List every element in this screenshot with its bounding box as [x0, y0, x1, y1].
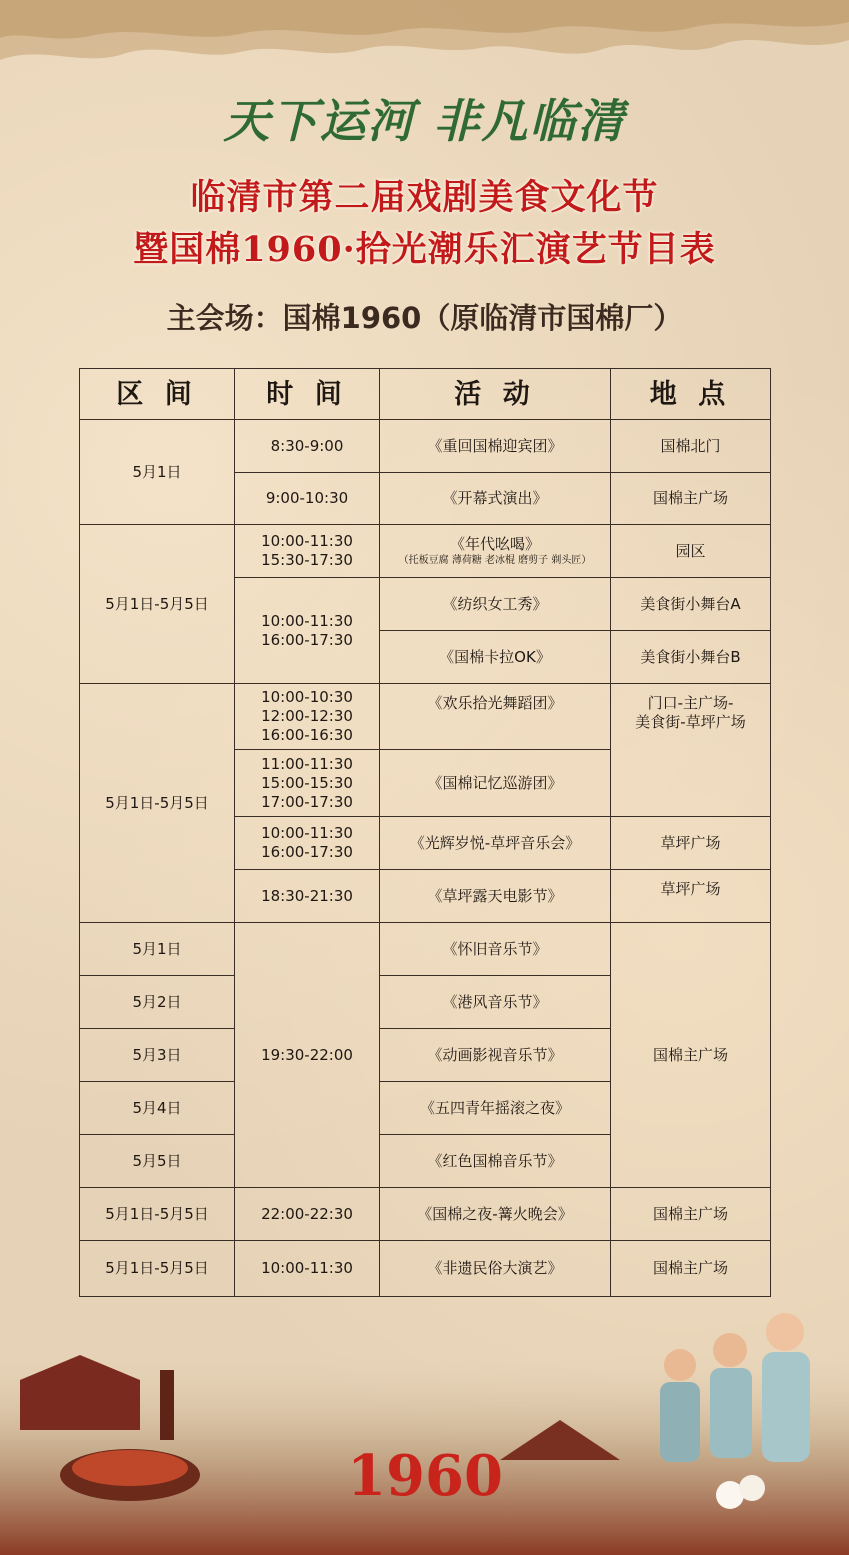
location-cell: 国棉主广场 — [611, 1188, 771, 1241]
table-row — [80, 420, 771, 473]
date-cell: 5月1日 — [80, 420, 235, 525]
date-cell: 5月1日-5月5日 — [80, 684, 235, 923]
table-row — [80, 923, 771, 976]
activity-cell: 《非遗民俗大演艺》 — [380, 1241, 611, 1297]
time-line: 16:00-16:30 — [261, 726, 353, 744]
location-cell: 美食街小舞台A — [611, 578, 771, 631]
time-cell: 19:30-22:00 — [235, 923, 380, 1188]
activity-subtitle: （托板豆腐 薄荷糖 老冰棍 磨剪子 剃头匠） — [398, 555, 592, 566]
time-cell: 10:00-11:30 — [235, 1241, 380, 1297]
header-zone: 区 间 — [80, 369, 235, 420]
activity-cell: 《动画影视音乐节》 — [380, 1029, 611, 1082]
location-line: 美食街-草坪广场 — [635, 713, 746, 731]
workers-illustration — [660, 1313, 810, 1462]
time-line: 10:00-11:30 — [261, 532, 353, 550]
time-cell — [235, 750, 380, 817]
time-line: 15:00-15:30 — [261, 773, 353, 792]
date-cell: 5月5日 — [80, 1135, 235, 1188]
activity-cell: 《港风音乐节》 — [380, 976, 611, 1029]
activity-cell: 《纺织女工秀》 — [380, 578, 611, 631]
location-cell: 草坪广场 — [611, 870, 771, 923]
date-cell: 5月1日-5月5日 — [80, 525, 235, 684]
title-line-1: 临清市第二届戏剧美食文化节 — [190, 177, 659, 218]
date-cell: 5月1日-5月5日 — [80, 1188, 235, 1241]
time-line: 11:00-11:30 — [261, 754, 353, 773]
location-cell: 国棉主广场 — [611, 923, 771, 1188]
location-cell: 国棉北门 — [611, 420, 771, 473]
table-row — [80, 1241, 771, 1297]
location-cell: 园区 — [611, 525, 771, 578]
activity-cell: 《国棉记忆巡游团》 — [380, 750, 611, 817]
time-cell — [235, 525, 380, 578]
location-cell: 草坪广场 — [611, 817, 771, 870]
location-cell: 美食街小舞台B — [611, 631, 771, 684]
time-line: 10:00-10:30 — [261, 688, 353, 706]
time-cell: 8:30-9:00 — [235, 420, 380, 473]
time-line: 17:00-17:30 — [261, 792, 353, 811]
time-cell: 9:00-10:30 — [235, 473, 380, 525]
activity-cell: 《光辉岁悦-草坪音乐会》 — [380, 817, 611, 870]
time-line: 10:00-11:30 — [261, 611, 353, 630]
cloud-pattern-decoration — [0, 0, 849, 80]
date-cell: 5月2日 — [80, 976, 235, 1029]
time-cell — [235, 578, 380, 684]
location-line: 门口-主广场- — [647, 694, 734, 712]
title-line-2: 暨国棉1960·拾光潮乐汇演艺节目表 — [133, 229, 716, 270]
activity-cell: 《国棉卡拉OK》 — [380, 631, 611, 684]
activity-cell — [380, 525, 611, 578]
activity-cell: 《重回国棉迎宾团》 — [380, 420, 611, 473]
time-cell — [235, 817, 380, 870]
schedule-table — [79, 368, 771, 1297]
time-line: 10:00-11:30 — [261, 824, 353, 842]
header-activity: 活 动 — [380, 369, 611, 420]
time-cell — [235, 684, 380, 750]
activity-title: 《年代吆喝》 — [449, 535, 540, 553]
activity-cell: 《开幕式演出》 — [380, 473, 611, 525]
time-line: 15:30-17:30 — [261, 551, 353, 569]
date-cell: 5月3日 — [80, 1029, 235, 1082]
header-time: 时 间 — [235, 369, 380, 420]
location-cell: 国棉主广场 — [611, 1241, 771, 1297]
year-logo: 1960 — [347, 1443, 503, 1509]
activity-cell: 《国棉之夜-篝火晚会》 — [380, 1188, 611, 1241]
activity-cell: 《五四青年摇滚之夜》 — [380, 1082, 611, 1135]
bottom-illustration — [0, 1310, 849, 1555]
activity-cell: 《怀旧音乐节》 — [380, 923, 611, 976]
date-cell: 5月1日 — [80, 923, 235, 976]
location-cell: 国棉主广场 — [611, 473, 771, 525]
slogan: 天下运河 非凡临清 — [223, 94, 626, 148]
time-cell: 22:00-22:30 — [235, 1188, 380, 1241]
activity-cell: 《草坪露天电影节》 — [380, 870, 611, 923]
time-cell: 18:30-21:30 — [235, 870, 380, 923]
activity-cell: 《欢乐拾光舞蹈团》 — [380, 684, 611, 750]
time-line: 16:00-17:30 — [261, 630, 353, 649]
date-cell: 5月1日-5月5日 — [80, 1241, 235, 1297]
table-row — [80, 1188, 771, 1241]
header-row — [80, 369, 771, 420]
table-row — [80, 684, 771, 750]
main-venue: 主会场：国棉1960（原临清市国棉厂） — [166, 301, 683, 335]
header-location: 地 点 — [611, 369, 771, 420]
food-bowl-icon — [60, 1449, 200, 1501]
time-line: 12:00-12:30 — [261, 707, 353, 725]
table-row — [80, 525, 771, 578]
location-cell — [611, 684, 771, 817]
time-line: 16:00-17:30 — [261, 843, 353, 861]
date-cell: 5月4日 — [80, 1082, 235, 1135]
activity-cell: 《红色国棉音乐节》 — [380, 1135, 611, 1188]
